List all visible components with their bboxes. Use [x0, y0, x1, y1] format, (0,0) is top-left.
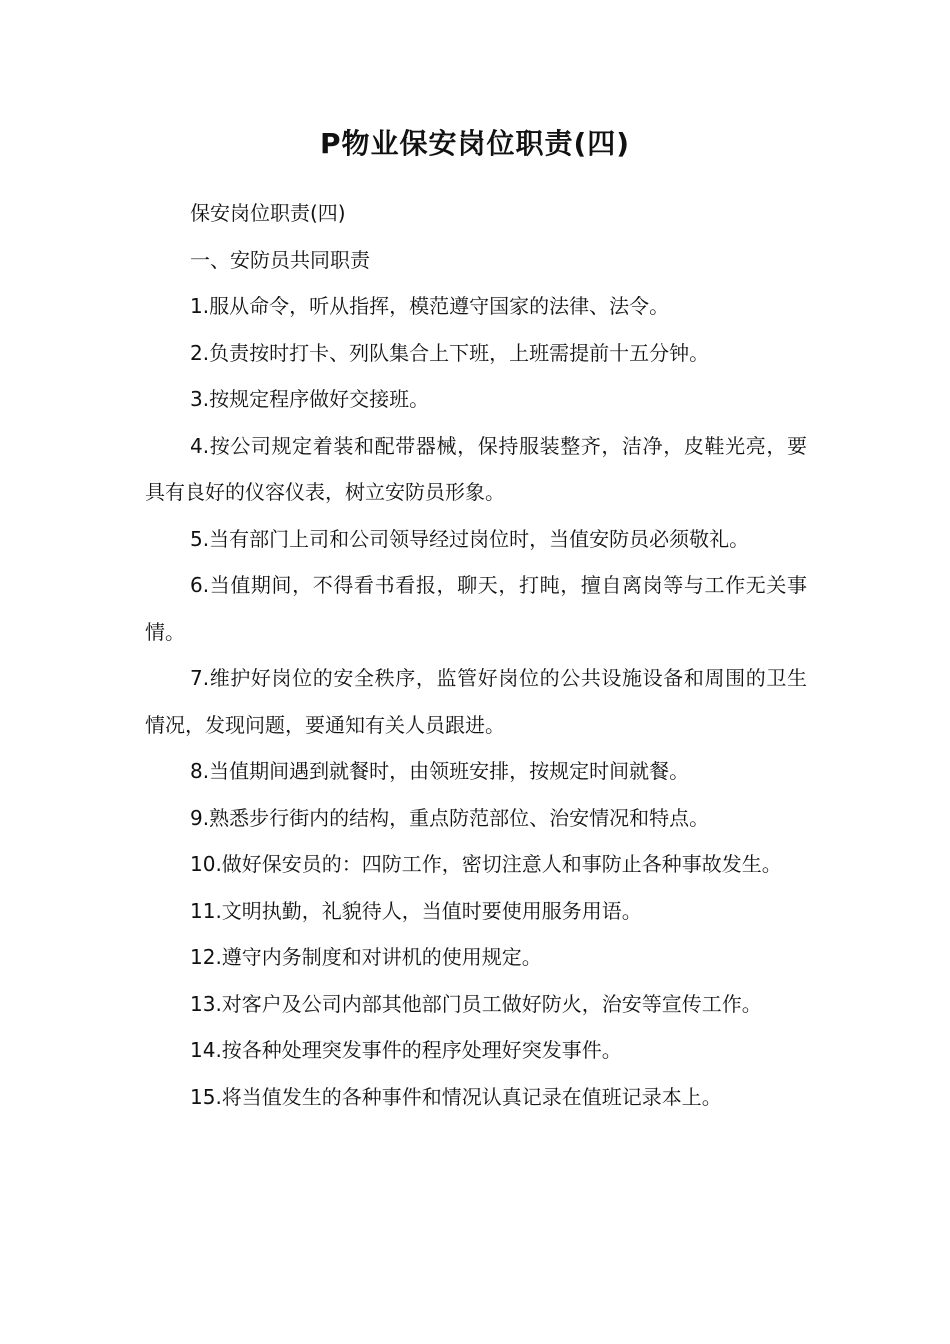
duty-item-13: 13.对客户及公司内部其他部门员工做好防火，治安等宣传工作。 [190, 991, 762, 1016]
duty-item-4: 4.按公司规定着装和配带器械，保持服装整齐，洁净，皮鞋光亮，要具有良好的仪容仪表，树立安防员形象。 [145, 433, 807, 504]
duty-item-6: 6.当值期间，不得看书看报，聊天，打盹，擅自离岗等与工作无关事情。 [145, 573, 807, 644]
duty-item-1: 1.服从命令，听从指挥，模范遵守国家的法律、法令。 [190, 294, 670, 318]
duty-item-14: 14.按各种处理突发事件的程序处理好突发事件。 [190, 1038, 622, 1062]
duty-item-3: 3.按规定程序做好交接班。 [190, 387, 430, 411]
document-body [145, 190, 807, 1120]
document-title: P物业保安岗位职责(四) [319, 127, 631, 160]
duty-item-10: 10.做好保安员的：四防工作，密切注意人和事防止各种事故发生。 [190, 852, 782, 876]
subtitle-paragraph: 保安岗位职责(四) [190, 201, 346, 225]
duty-item-15: 15.将当值发生的各种事件和情况认真记录在值班记录本上。 [190, 1084, 722, 1109]
duty-item-7: 7.维护好岗位的安全秩序，监管好岗位的公共设施设备和周围的卫生情况，发现问题，要通知有关人员跟进。 [145, 666, 807, 737]
section-heading: 一、安防员共同职责 [190, 247, 370, 272]
duty-item-9: 9.熟悉步行街内的结构，重点防范部位、治安情况和特点。 [190, 805, 710, 830]
duty-item-12: 12.遵守内务制度和对讲机的使用规定。 [190, 945, 542, 969]
duty-item-2: 2.负责按时打卡、列队集合上下班，上班需提前十五分钟。 [190, 340, 710, 365]
duty-item-11: 11.文明执勤，礼貌待人，当值时要使用服务用语。 [190, 898, 642, 923]
duty-item-8: 8.当值期间遇到就餐时，由领班安排，按规定时间就餐。 [190, 759, 690, 783]
duty-item-5: 5.当有部门上司和公司领导经过岗位时，当值安防员必须敬礼。 [190, 526, 750, 551]
